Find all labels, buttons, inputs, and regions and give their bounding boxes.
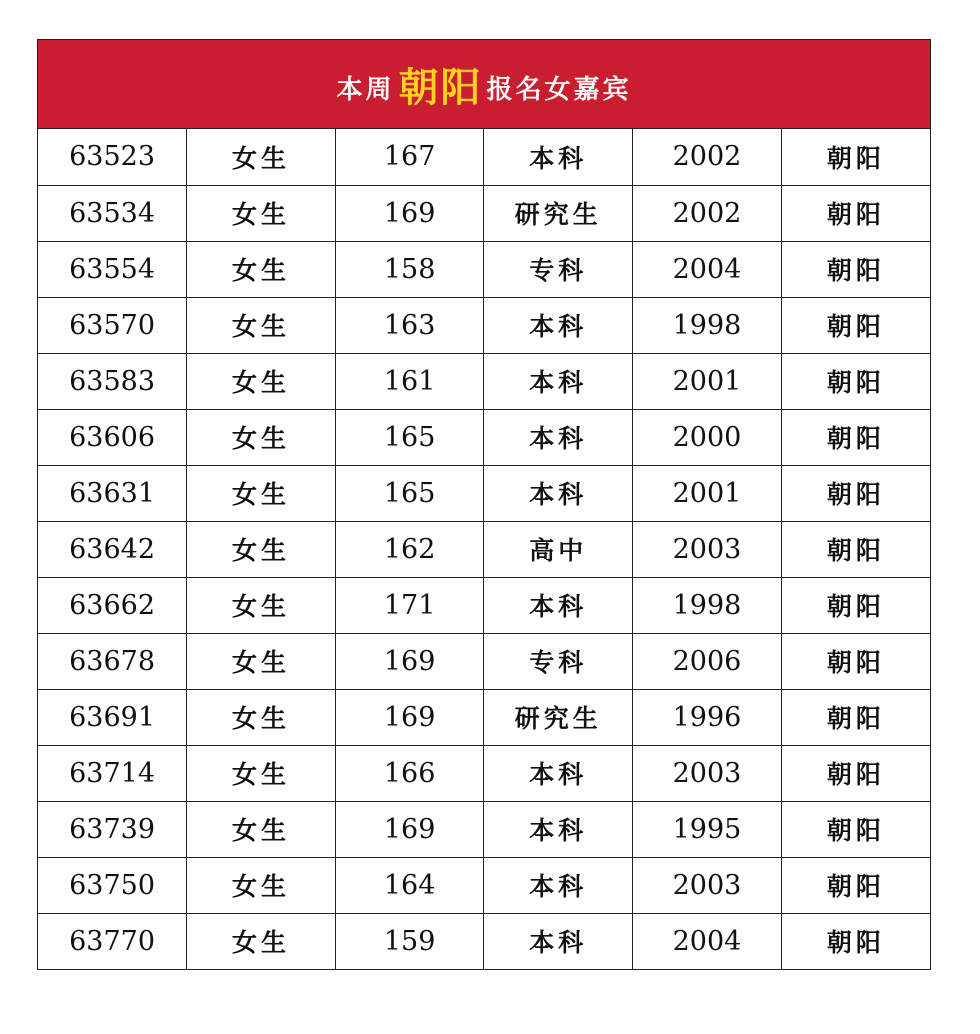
cell-birth-year: 2003 (633, 857, 782, 913)
cell-education: 本科 (484, 913, 633, 969)
table-row (38, 913, 930, 969)
cell-gender: 女生 (187, 745, 336, 801)
table-row (38, 241, 930, 297)
cell-height: 171 (335, 577, 484, 633)
cell-education: 本科 (484, 465, 633, 521)
cell-birth-year: 2004 (633, 241, 782, 297)
cell-height: 161 (335, 353, 484, 409)
cell-district: 朝阳 (781, 465, 930, 521)
cell-height: 165 (335, 409, 484, 465)
table-row (38, 409, 930, 465)
cell-gender: 女生 (187, 185, 336, 241)
cell-height: 169 (335, 633, 484, 689)
cell-district: 朝阳 (781, 185, 930, 241)
cell-gender: 女生 (187, 241, 336, 297)
cell-height: 162 (335, 521, 484, 577)
cell-education: 本科 (484, 409, 633, 465)
cell-gender: 女生 (187, 465, 336, 521)
table-row (38, 129, 930, 185)
cell-district: 朝阳 (781, 129, 930, 185)
cell-education: 本科 (484, 577, 633, 633)
cell-birth-year: 2003 (633, 745, 782, 801)
cell-education: 本科 (484, 129, 633, 185)
cell-height: 169 (335, 185, 484, 241)
cell-height: 165 (335, 465, 484, 521)
cell-id: 63714 (38, 745, 187, 801)
cell-height: 169 (335, 801, 484, 857)
cell-district: 朝阳 (781, 857, 930, 913)
cell-district: 朝阳 (781, 409, 930, 465)
table-row (38, 689, 930, 745)
title-prefix: 本周 (336, 74, 395, 105)
cell-birth-year: 2002 (633, 185, 782, 241)
guest-table (38, 129, 930, 969)
cell-id: 63534 (38, 185, 187, 241)
cell-id: 63554 (38, 241, 187, 297)
cell-height: 164 (335, 857, 484, 913)
cell-gender: 女生 (187, 801, 336, 857)
table-row (38, 801, 930, 857)
cell-gender: 女生 (187, 577, 336, 633)
cell-birth-year: 2001 (633, 353, 782, 409)
cell-height: 169 (335, 689, 484, 745)
cell-id: 63606 (38, 409, 187, 465)
cell-district: 朝阳 (781, 241, 930, 297)
cell-id: 63523 (38, 129, 187, 185)
cell-id: 63770 (38, 913, 187, 969)
cell-height: 158 (335, 241, 484, 297)
cell-id: 63678 (38, 633, 187, 689)
table-row (38, 857, 930, 913)
table-row (38, 745, 930, 801)
cell-education: 高中 (484, 521, 633, 577)
cell-height: 167 (335, 129, 484, 185)
table-row (38, 465, 930, 521)
cell-id: 63750 (38, 857, 187, 913)
cell-education: 本科 (484, 297, 633, 353)
cell-gender: 女生 (187, 689, 336, 745)
cell-height: 163 (335, 297, 484, 353)
cell-district: 朝阳 (781, 577, 930, 633)
cell-gender: 女生 (187, 297, 336, 353)
guest-table-body (38, 129, 930, 969)
cell-gender: 女生 (187, 857, 336, 913)
cell-id: 63691 (38, 689, 187, 745)
cell-birth-year: 2006 (633, 633, 782, 689)
cell-id: 63739 (38, 801, 187, 857)
cell-id: 63583 (38, 353, 187, 409)
cell-height: 166 (335, 745, 484, 801)
cell-district: 朝阳 (781, 521, 930, 577)
cell-education: 研究生 (484, 185, 633, 241)
cell-birth-year: 1996 (633, 689, 782, 745)
cell-gender: 女生 (187, 913, 336, 969)
cell-gender: 女生 (187, 353, 336, 409)
cell-gender: 女生 (187, 633, 336, 689)
table-row (38, 297, 930, 353)
title-banner (38, 40, 930, 129)
cell-birth-year: 2001 (633, 465, 782, 521)
cell-district: 朝阳 (781, 745, 930, 801)
table-row (38, 521, 930, 577)
cell-birth-year: 2000 (633, 409, 782, 465)
cell-gender: 女生 (187, 129, 336, 185)
cell-district: 朝阳 (781, 801, 930, 857)
cell-education: 专科 (484, 241, 633, 297)
cell-birth-year: 2003 (633, 521, 782, 577)
cell-district: 朝阳 (781, 689, 930, 745)
cell-education: 本科 (484, 801, 633, 857)
cell-gender: 女生 (187, 409, 336, 465)
cell-education: 研究生 (484, 689, 633, 745)
cell-education: 本科 (484, 857, 633, 913)
cell-id: 63570 (38, 297, 187, 353)
cell-district: 朝阳 (781, 297, 930, 353)
cell-birth-year: 1998 (633, 297, 782, 353)
cell-birth-year: 2004 (633, 913, 782, 969)
guest-list-sheet (37, 39, 931, 970)
table-row (38, 353, 930, 409)
cell-id: 63631 (38, 465, 187, 521)
cell-education: 本科 (484, 745, 633, 801)
cell-height: 159 (335, 913, 484, 969)
title-suffix: 报名女嘉宾 (486, 74, 632, 105)
cell-id: 63662 (38, 577, 187, 633)
cell-district: 朝阳 (781, 353, 930, 409)
table-row (38, 577, 930, 633)
cell-birth-year: 1998 (633, 577, 782, 633)
cell-education: 专科 (484, 633, 633, 689)
cell-birth-year: 1995 (633, 801, 782, 857)
cell-gender: 女生 (187, 521, 336, 577)
table-row (38, 633, 930, 689)
cell-district: 朝阳 (781, 633, 930, 689)
cell-id: 63642 (38, 521, 187, 577)
cell-birth-year: 2002 (633, 129, 782, 185)
cell-education: 本科 (484, 353, 633, 409)
table-row (38, 185, 930, 241)
cell-district: 朝阳 (826, 928, 885, 958)
title-highlight: 朝阳 (398, 64, 483, 111)
